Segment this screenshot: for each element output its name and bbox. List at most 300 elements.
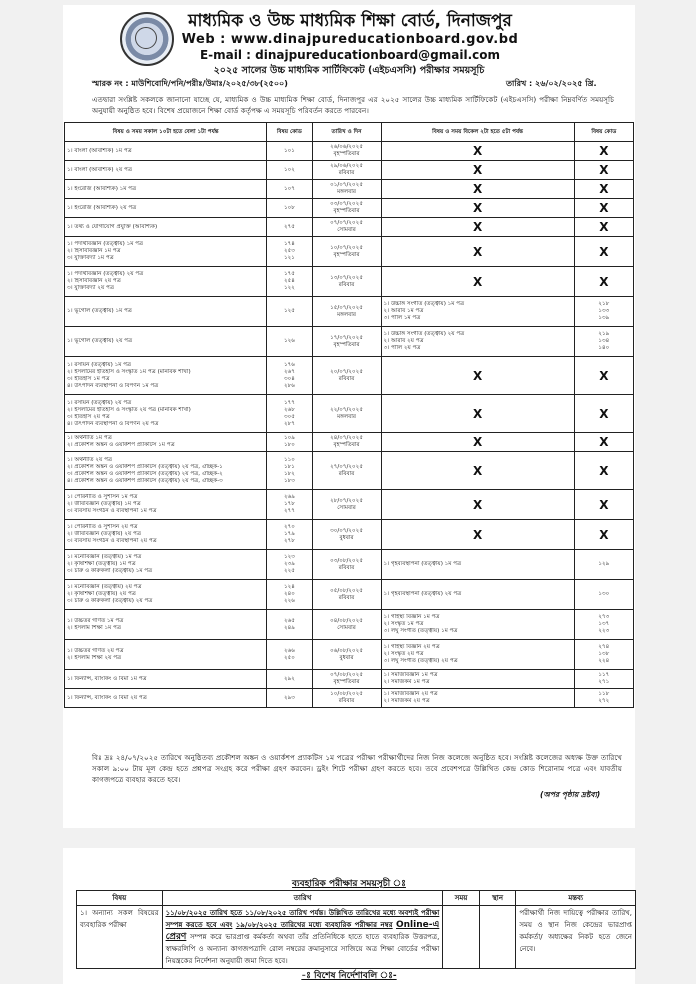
date-value: ০৩/০৭/২০২৫ [330,201,363,207]
morning-subjects [65,161,267,180]
subject-name: ১। রসায়ন (তত্ত্বীয়) ১ম পত্র [67,361,132,368]
afternoon-subjects [381,580,574,610]
exam-date [312,199,381,218]
subject-code: ২৭১ [598,679,610,685]
exam-date [312,357,381,395]
subject-code: ১৭৭ [283,399,295,406]
subject-name: ২। সমাজকর্ম ২য় পত্র [383,698,430,704]
practical-remark: পরীক্ষার্থী নিজ দায়িত্বে পরীক্ষার তারিখ, সময় ও স্থান নিজ কেন্দ্রের ভারপ্রাপ্ত কর্মকর্তা/ অধ্যক্ষের নিকট হতে জেনে নেবে। [516,906,636,969]
board-name: মাধ্যমিক ও উচ্চ মাধ্যমিক শিক্ষা বোর্ড, দিনাজপুর [188,11,512,31]
morning-codes [267,267,312,297]
afternoon-subjects [381,490,574,520]
day-value: বৃহস্পতিবার [333,442,360,448]
table-row [65,452,634,490]
exam-date [312,297,381,327]
table-row [65,490,634,520]
subject-name: ৩। ব্যবসায় সংগঠন ও ব্যবস্থাপনা ২য় পত্র [67,538,157,544]
practical-header-row [77,891,636,906]
date-value: ২২/০৭/২০২৫ [330,406,363,413]
afternoon-subjects [381,327,574,357]
subject-name: ১। মনোবিজ্ঞান (তত্ত্বীয়) ২য় পত্র [67,584,142,590]
morning-subjects [65,297,267,327]
footnote: বিঃ দ্রঃ ২৪/০৭/২০২৫ তারিখে অনুষ্ঠিতব্য প্রকৌশল অঙ্কন ও ওয়ার্কশপ প্র্যাকটিস ১ম পত্রের পরীক্ষা পরীক্ষার্থীদের নিজ নিজ কলেজে অনুষ্ঠিত হবে। সংশ্লিষ্ট কলেজের অধ্যক্ষ উক্ত তারিখে সকাল ৯:০০ টায় মূল কেন্দ্র হতে প্রশ্নপত্র সংগ্রহ করে পরীক্ষা গ্রহণ করবেন। ড্রইং শিটে পরীক্ষা গ্রহণ করতে হবে। তবে প্রবেশপত্রে উল্লিখিত কেন্দ্র কোড শিরোনাম পত্রে এবং যাবতীয় কাগজপত্রে ব্যবহার করতে হবে। [92,753,622,784]
subject-name: ১। মনোবিজ্ঞান (তত্ত্বীয়) ১ম পত্র [67,554,142,560]
cross-mark-icon: X [599,274,609,289]
day-value: বৃহস্পতিবার [333,251,360,258]
subject-code: ১৩৩ [598,308,610,314]
morning-subjects [65,490,267,520]
afternoon-codes [574,267,633,297]
schedule-title: ২০২৫ সালের উচ্চ মাধ্যমিক সার্টিফিকেট (এইচএসসি) পরীক্ষার সময়সূচি [213,65,485,76]
subject-name: ২। আরবি ১ম পত্র [383,308,424,314]
subject-code: ১১০ [283,456,295,463]
subject-name: ১। পদার্থবিজ্ঞান (তত্ত্বীয়) ২য় পত্র [67,271,144,277]
exam-date [312,640,381,670]
subject-name: ২। সমাজকর্ম ১ম পত্র [383,679,430,685]
subject-name: ১। পৌরনীতি ও সুশাসন ২য় পত্র [67,524,138,530]
afternoon-subjects [381,520,574,550]
subject-code: ১৩০ [598,591,610,597]
subject-name: ৩। প্রকৌশল অঙ্কন ও ওয়ার্কশপ প্র্যাকটিস (তত্ত্বীয়) ২য় পত্র, ঐচ্ছিক-২ [67,470,223,477]
exam-date [312,490,381,520]
board-email: E-mail : dinajpureducationboard@gmail.com [199,48,501,62]
cross-mark-icon: X [472,163,483,177]
subject-name: ১। গৃহব্যবস্থাপনা (তত্ত্বীয়) ২য় পত্র [383,591,462,597]
exam-date [312,610,381,640]
subject-code: ২৩৯ [283,561,295,567]
subject-name: ২। প্রকৌশল অঙ্কন ও ওয়ার্কশপ প্র্যাকটিস ১ম পত্র [67,442,175,448]
afternoon-codes [574,452,633,490]
subject-name: ২। আরবি ২য় পত্র [383,338,424,344]
subject-name: ৪। উৎপাদন ব্যবস্থাপনা ও বিপণন ১ম পত্র [67,382,159,389]
subject-name: ১। তথ্য ও যোগাযোগ প্রযুক্তি (আবশ্যিক) [67,223,158,230]
table-row [65,689,634,708]
morning-codes [267,357,312,395]
morning-codes [267,180,312,199]
morning-codes [267,520,312,550]
subject-code: ২২৪ [598,658,610,664]
exam-date [312,670,381,689]
date-value: ০৩/০৮/২০২৫ [330,557,363,564]
header-morning-subject: বিষয় ও সময় সকাল ১০টা হতে বেলা ১টা পর্যন্ত [65,123,267,142]
special-instructions-text: -ঃ বিশেষ নির্দেশাবলি ঃ- [301,971,397,981]
subject-name: ২। ইসলাম শিক্ষা ২য় পত্র [67,654,122,661]
morning-subjects [65,550,267,580]
morning-codes [267,199,312,218]
afternoon-codes [574,433,633,452]
morning-codes [267,550,312,580]
exam-date [312,689,381,708]
table-row [65,327,634,357]
afternoon-codes [574,327,633,357]
subject-code: ১৭৮ [283,501,295,507]
subject-code: ২৬৭ [283,368,295,375]
subject-code: ২৯৩ [283,694,295,701]
practical-header-subject: বিষয় [77,891,163,906]
cross-mark-icon: X [599,163,609,177]
afternoon-codes [574,610,633,640]
morning-codes [267,161,312,180]
subject-code: ১২৫ [283,308,295,314]
morning-subjects [65,452,267,490]
subject-code: ২৭৪ [598,644,610,650]
table-row [65,142,634,161]
header-afternoon-subject: বিষয় ও সময় বিকেল ২টা হতে ৫টা পর্যন্ত [381,123,574,142]
day-value: বৃহস্পতিবার [333,208,360,214]
afternoon-subjects [381,433,574,452]
cross-mark-icon: X [472,201,483,215]
morning-subjects [65,395,267,433]
subject-name: ১। ফিন্যান্স, ব্যাংকিং ও বিমা ১ম পত্র [67,675,147,682]
subject-name: ১। সমাজবিজ্ঞান ১ম পত্র [383,672,438,678]
practical-header-place: স্থান [479,891,515,906]
subject-code: ১২৬ [283,338,295,344]
subject-name: ২। কৃষিশিক্ষা (তত্ত্বীয়) ১ম পত্র [67,561,136,567]
subject-name: ৩। ব্যবসায় সংগঠন ও ব্যবস্থাপনা ১ম পত্র [67,508,157,514]
subject-code: ২৭৮ [283,538,295,544]
table-row [65,161,634,180]
subject-code: ২৭০ [283,524,295,530]
page-turn-note: (অপর পৃষ্ঠায় দ্রষ্টব্য) [540,790,601,799]
morning-codes [267,640,312,670]
day-value: রবিবার [338,698,355,704]
subject-name: ১। ভূগোল (তত্ত্বীয়) ২য় পত্র [67,338,133,344]
subject-code: ১২৪ [283,584,295,590]
exam-date [312,520,381,550]
subject-code: ১৩৭ [598,621,610,627]
subject-name: ৩। চারু ও কারুকলা (তত্ত্বীয়) ২য় পত্র [67,598,153,604]
header-date: তারিখ ও দিন [312,123,381,142]
subject-code: ৩০৫ [283,413,295,420]
subject-code: ১২১ [283,255,295,261]
subject-code: ২৭৫ [283,223,295,230]
table-row [65,297,634,327]
morning-codes [267,580,312,610]
afternoon-subjects [381,142,574,161]
subject-name: ৩। চারু ও কারুকলা (তত্ত্বীয়) ১ম পত্র [67,568,153,574]
subject-code: ১১৮ [598,691,610,697]
day-value: রবিবার [338,281,355,288]
subject-name: ১। গৃহব্যবস্থাপনা (তত্ত্বীয়) ১ম পত্র [383,561,462,567]
subject-code: ২৬৫ [283,617,295,624]
practical-date-details [162,906,443,969]
day-value: সোমবার [337,624,356,631]
subject-code: ১৩৮ [598,651,610,657]
morning-subjects [65,267,267,297]
subject-name: ১। ইংরেজি (আবশ্যিক) ২য় পত্র [67,204,137,211]
morning-subjects [65,327,267,357]
cross-mark-icon: X [599,144,609,158]
subject-code: ২১৮ [598,301,610,307]
subject-code: ১৭৪ [283,241,295,247]
table-row [65,670,634,689]
cross-mark-icon: X [599,368,609,383]
table-row [65,218,634,237]
subject-name: ৪। উৎপাদন ব্যবস্থাপনা ও বিপণন ২য় পত্র [67,420,159,427]
afternoon-codes [574,297,633,327]
day-value: বৃহস্পতিবার [333,151,360,157]
afternoon-codes [574,180,633,199]
day-value: রবিবার [338,564,355,571]
day-value: বৃহস্পতিবার [333,679,360,685]
subject-name: ৩। লঘু সংগীত (তত্ত্বীয়) ১ম পত্র [383,628,458,634]
morning-codes [267,297,312,327]
subject-name: ৩। যুক্তিবিদ্যা ২য় পত্র [67,285,114,291]
subject-code: ২২৬ [283,598,295,604]
date-value: ০৭/০৭/২০২৫ [330,220,363,226]
morning-subjects [65,237,267,267]
date-value: ২৭/০৭/২০২৫ [330,463,363,470]
subject-name: ৩। লঘু সংগীত (তত্ত্বীয়) ২য় পত্র [383,658,458,664]
morning-subjects [65,199,267,218]
table-row [65,199,634,218]
morning-codes [267,452,312,490]
exam-date [312,267,381,297]
subject-code: ২২৫ [283,568,295,574]
morning-codes [267,327,312,357]
afternoon-codes [574,142,633,161]
subject-name: ২। সংস্কৃত ১ম পত্র [383,621,424,627]
subject-code: ১৮৩ [283,477,295,484]
day-value: রবিবার [338,375,355,382]
subject-code: ১২৩ [283,554,295,560]
morning-subjects [65,142,267,161]
subject-name: ২। হিসাববিজ্ঞান ২য় পত্র [67,278,121,284]
afternoon-subjects [381,161,574,180]
exam-date [312,580,381,610]
subject-name: ৩। পালি ১ম পত্র [383,315,421,321]
subject-code: ৩০৪ [283,375,295,382]
exam-date [312,395,381,433]
subject-name: ১। অর্থনীতি ১ম পত্র [67,435,112,441]
date-value: ১০/০৮/২০২৫ [330,691,363,697]
afternoon-subjects [381,297,574,327]
subject-name: ১। ইংরেজি (আবশ্যিক) ১ম পত্র [67,185,137,192]
afternoon-codes [574,580,633,610]
subject-name: ১। বাংলা (আবশ্যিক) ২য় পত্র [67,166,132,173]
afternoon-codes [574,395,633,433]
subject-code: ১২৯ [598,561,610,567]
date-value: ০৪/০৮/২০২৫ [330,617,363,624]
exam-date [312,550,381,580]
practical-place [479,906,515,969]
table-row [65,357,634,395]
cross-mark-icon: X [599,182,609,196]
cross-mark-icon: X [472,497,483,512]
day-value: সোমবার [337,504,356,511]
subject-name: ১। ফিন্যান্স, ব্যাংকিং ও বিমা ২য় পত্র [67,694,147,701]
afternoon-subjects [381,357,574,395]
subject-code: ২৭২ [598,698,610,704]
exam-schedule-table [64,122,634,708]
table-row [65,395,634,433]
subject-code: ২৮৭ [283,420,295,427]
cross-mark-icon: X [472,527,483,542]
subject-name: ১। পদার্থবিজ্ঞান (তত্ত্বীয়) ১ম পত্র [67,241,144,247]
subject-code: ১০৮ [283,204,295,211]
cross-mark-icon: X [472,368,483,383]
afternoon-subjects [381,218,574,237]
afternoon-codes [574,670,633,689]
afternoon-codes [574,161,633,180]
cross-mark-icon: X [599,406,609,421]
cross-mark-icon: X [472,182,483,196]
morning-subjects [65,689,267,708]
cross-mark-icon: X [599,497,609,512]
subject-name: ১। গার্হস্থ্য বিজ্ঞান ১ম পত্র [383,614,440,620]
morning-codes [267,237,312,267]
cross-mark-icon: X [472,274,483,289]
day-value: বৃহস্পতিবার [333,341,360,348]
morning-codes [267,433,312,452]
afternoon-subjects [381,452,574,490]
subject-code: ১০৯ [283,435,295,441]
day-value: রবিবার [338,170,355,176]
practical-subject: ১। অন্যান্য সকল বিষয়ের ব্যবহারিক পরীক্ষা [77,906,163,969]
date-value: ১৫/০৭/২০২৫ [330,304,363,311]
subject-code: ১২২ [283,285,295,291]
morning-subjects [65,580,267,610]
afternoon-codes [574,550,633,580]
afternoon-codes [574,520,633,550]
morning-subjects [65,520,267,550]
table-row [65,610,634,640]
exam-date [312,433,381,452]
cross-mark-icon: X [599,244,609,259]
morning-subjects [65,640,267,670]
afternoon-subjects [381,395,574,433]
table-row [65,180,634,199]
exam-date [312,218,381,237]
subject-name: ২। হিসাববিজ্ঞান ১ম পত্র [67,248,121,254]
practical-instructions: সম্পন্ন করে ভারপ্রাপ্ত কর্মকর্তা অথবা তাঁর প্রতিনিধিকে হাতে হাতে ব্যবহারিক উত্তরপত্র, স্বাক্ষরলিপি ও অন্যান্য কাগজপত্রাদি রোল নম্বরের ক্রমানুসারে সাজিয়ে অত্র শিক্ষা বোর্ডের পরীক্ষা নিয়ন্ত্রকের নির্দেশনা অনুযায়ী জমা দিতে হবে। [165,933,440,965]
intro-paragraph: এতদ্বারা সংশ্লিষ্ট সকলকে জানানো যাচ্ছে যে, মাধ্যমিক ও উচ্চ মাধ্যমিক শিক্ষা বোর্ড, দিনাজপুর এর ২০২৫ সালের উচ্চ মাধ্যমিক সার্টিফিকেট (এইচএসসি) পরীক্ষা নিম্নবর্ণিত সময়সূচি অনুযায়ী অনুষ্ঠিত হবে। বিশেষ প্রয়োজনে শিক্ষা বোর্ড কর্তৃপক্ষ এ সময়সূচি পরিবর্তন করতে পারবেন। [92,95,614,115]
date-value: ০৬/০৮/২০২৫ [330,647,363,654]
exam-date [312,452,381,490]
practical-row [77,906,636,969]
subject-name: ৩। যুক্তিবিদ্যা ১ম পত্র [67,255,114,261]
table-header-row [65,123,634,142]
table-row [65,520,634,550]
subject-name: ৩। পালি ২য় পত্র [383,345,421,351]
table-row [65,237,634,267]
special-instructions-heading [63,968,635,983]
exam-date [312,142,381,161]
subject-name: ২। ইসলাম শিক্ষা ১ম পত্র [67,624,121,631]
date-value: ২৪/০৭/২০২৫ [330,435,363,441]
date-value: ১৭/০৭/২০২৫ [330,334,363,341]
morning-subjects [65,610,267,640]
subject-code: ১০২ [283,166,295,173]
subject-code: ১৮১ [283,463,295,470]
date-value: ২০/০৭/২০২৫ [330,368,363,375]
practical-header-date: তারিখ [162,891,443,906]
practical-mark-deadline: ১৯/০৮/২০২৫ তারিখের মধ্যে ব্যবহারিক পরীক্ষার নম্বর [235,921,393,929]
day-value: বুধবার [339,534,354,541]
subject-name: ২। প্রকৌশল অঙ্কন ও ওয়ার্কশপ প্র্যাকটিস (তত্ত্বীয়) ২য় পত্র, ঐচ্ছিক-১ [67,463,223,470]
subject-code: ২৯২ [283,675,295,682]
cross-mark-icon: X [599,201,609,215]
subject-name: ২। জীববিজ্ঞান (তত্ত্বীয়) ১ম পত্র [67,501,141,507]
day-value: বুধবার [339,654,354,661]
morning-subjects [65,357,267,395]
subject-code: ২৪০ [283,591,295,597]
morning-subjects [65,218,267,237]
subject-code: ২১৯ [598,331,610,337]
cross-mark-icon: X [472,435,483,449]
subject-name: ১। উচ্চতর গণিত ২য় পত্র [67,647,124,654]
table-row [65,267,634,297]
afternoon-codes [574,689,633,708]
issue-date: তারিখ : ২৬/০২/২০২৫ খ্রি. [506,79,597,88]
subject-code: ১১৭ [598,672,610,678]
subject-code: ২৭৩ [598,614,610,620]
practical-header-time: সময় [443,891,480,906]
subject-code: ২২৩ [598,628,610,634]
date-value: ২৮/০৭/২০২৫ [330,497,363,504]
afternoon-codes [574,640,633,670]
cross-mark-icon: X [599,435,609,449]
date-value: ৩০/০৭/২০২৫ [330,527,363,534]
memo-number: স্মারক নং : মাউশিবোদি/পনি/পরীঃ/উমাঃ/২০২৫/৩৮(২৫০০) [92,79,288,88]
subject-name: ১। বাংলা (আবশ্যিক) ১ম পত্র [67,147,132,154]
subject-code: ২৮৬ [283,382,295,389]
day-value: মঙ্গলবার [337,413,356,420]
subject-name: ২। জীববিজ্ঞান (তত্ত্বীয়) ২য় পত্র [67,531,141,537]
date-value: ২৬/০৬/২০২৫ [330,144,363,150]
date-value: ০৫/০৮/২০২৫ [330,587,363,594]
subject-code: ১৮২ [283,470,295,477]
table-row [65,580,634,610]
subject-name: ৩। ইতিহাস ২য় পত্র [67,413,110,420]
afternoon-codes [574,357,633,395]
morning-codes [267,490,312,520]
subject-name: ২। ইসলামের ইতিহাস ও সংস্কৃতি ১ম পত্র (মানবিক শাখা) [67,368,191,375]
exam-date [312,180,381,199]
day-value: মঙ্গলবার [337,311,356,318]
cross-mark-icon: X [599,463,609,478]
afternoon-subjects [381,670,574,689]
subject-name: ৩। ইতিহাস ১ম পত্র [67,375,110,382]
subject-code: ১০১ [283,147,295,154]
day-value: সোমবার [337,227,356,233]
cross-mark-icon: X [472,220,483,234]
morning-subjects [65,670,267,689]
morning-subjects [65,433,267,452]
afternoon-subjects [381,180,574,199]
subject-name: ১। ভূগোল (তত্ত্বীয়) ১ম পত্র [67,308,132,314]
morning-codes [267,610,312,640]
exam-date [312,161,381,180]
cross-mark-icon: X [472,406,483,421]
header-code: বিষয় কোড [267,123,312,142]
subject-code: ২৬৯ [283,494,295,500]
subject-name: ১। গার্হস্থ্য বিজ্ঞান ২য় পত্র [383,644,440,650]
table-row [65,640,634,670]
afternoon-subjects [381,237,574,267]
subject-name: ১। রসায়ন (তত্ত্বীয়) ২য় পত্র [67,399,132,406]
subject-name: ১। পৌরনীতি ও সুশাসন ১ম পত্র [67,494,138,500]
day-value: রবিবার [338,470,355,477]
subject-code: ২৬৮ [283,406,295,413]
table-row [65,433,634,452]
practical-time [443,906,480,969]
subject-name: ২। ইসলামের ইতিহাস ও সংস্কৃতি ২য় পত্র (মানবিক শাখা) [67,406,191,413]
subject-name: ১। অর্থনীতি ২য় পত্র [67,456,113,463]
morning-subjects [65,180,267,199]
subject-code: ১৭৫ [283,271,295,277]
date-value: ০১/০৭/২০২৫ [330,182,363,188]
